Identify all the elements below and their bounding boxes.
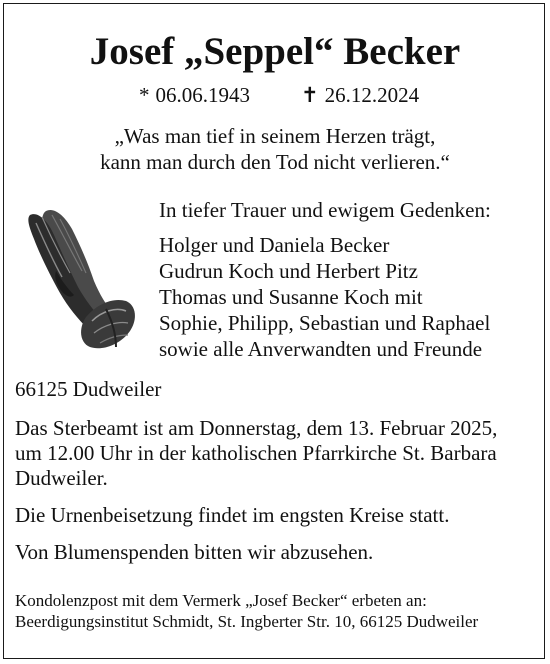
praying-hands-icon — [16, 201, 141, 356]
condolence-line-2: Beerdigungsinstitut Schmidt, St. Ingberter Str. 10, 66125 Dudweiler — [15, 612, 479, 631]
mourner-line: Holger und Daniela Becker — [159, 233, 390, 257]
mourner-line: sowie alle Anverwandten und Freunde — [159, 337, 483, 361]
location: 66125 Dudweiler — [15, 377, 162, 401]
deceased-name: Josef „Seppel“ Becker — [89, 30, 461, 73]
death — [301, 82, 419, 108]
urn-burial-note: Die Urnenbeisetzung findet im engsten Kreise statt. — [15, 503, 450, 527]
mourner-line: Gudrun Koch und Herbert Pitz — [159, 259, 418, 283]
flowers-note: Von Blumenspenden bitten wir abzusehen. — [15, 540, 374, 564]
service-line: um 12.00 Uhr in der katholischen Pfarrkirche St. Barbara — [15, 441, 497, 465]
service-line: Das Sterbeamt ist am Donnerstag, dem 13. Februar 2025, — [15, 416, 498, 440]
service-line: Dudweiler. — [15, 466, 108, 490]
quote-line-1: „Was man tief in seinem Herzen trägt, — [114, 124, 436, 148]
cross-icon: ✝ — [301, 83, 319, 107]
mourner-line: Sophie, Philipp, Sebastian und Raphael — [159, 311, 491, 335]
death-date: 26.12.2024 — [324, 83, 420, 107]
details-block — [15, 377, 540, 565]
birth-date: 06.06.1943 — [155, 83, 250, 107]
mourner-line: Thomas und Susanne Koch mit — [159, 285, 423, 309]
condolence-note — [15, 590, 478, 632]
mourners-intro: In tiefer Trauer und ewigem Gedenken: — [159, 198, 491, 222]
mourners-block — [159, 197, 491, 362]
memorial-quote — [0, 123, 550, 175]
quote-line-2: kann man durch den Tod nicht verlieren.“ — [100, 150, 450, 174]
condolence-line-1: Kondolenzpost mit dem Vermerk „Josef Becker“ erbeten an: — [15, 591, 427, 610]
birth — [139, 82, 250, 108]
birth-star-icon: * — [139, 83, 150, 107]
